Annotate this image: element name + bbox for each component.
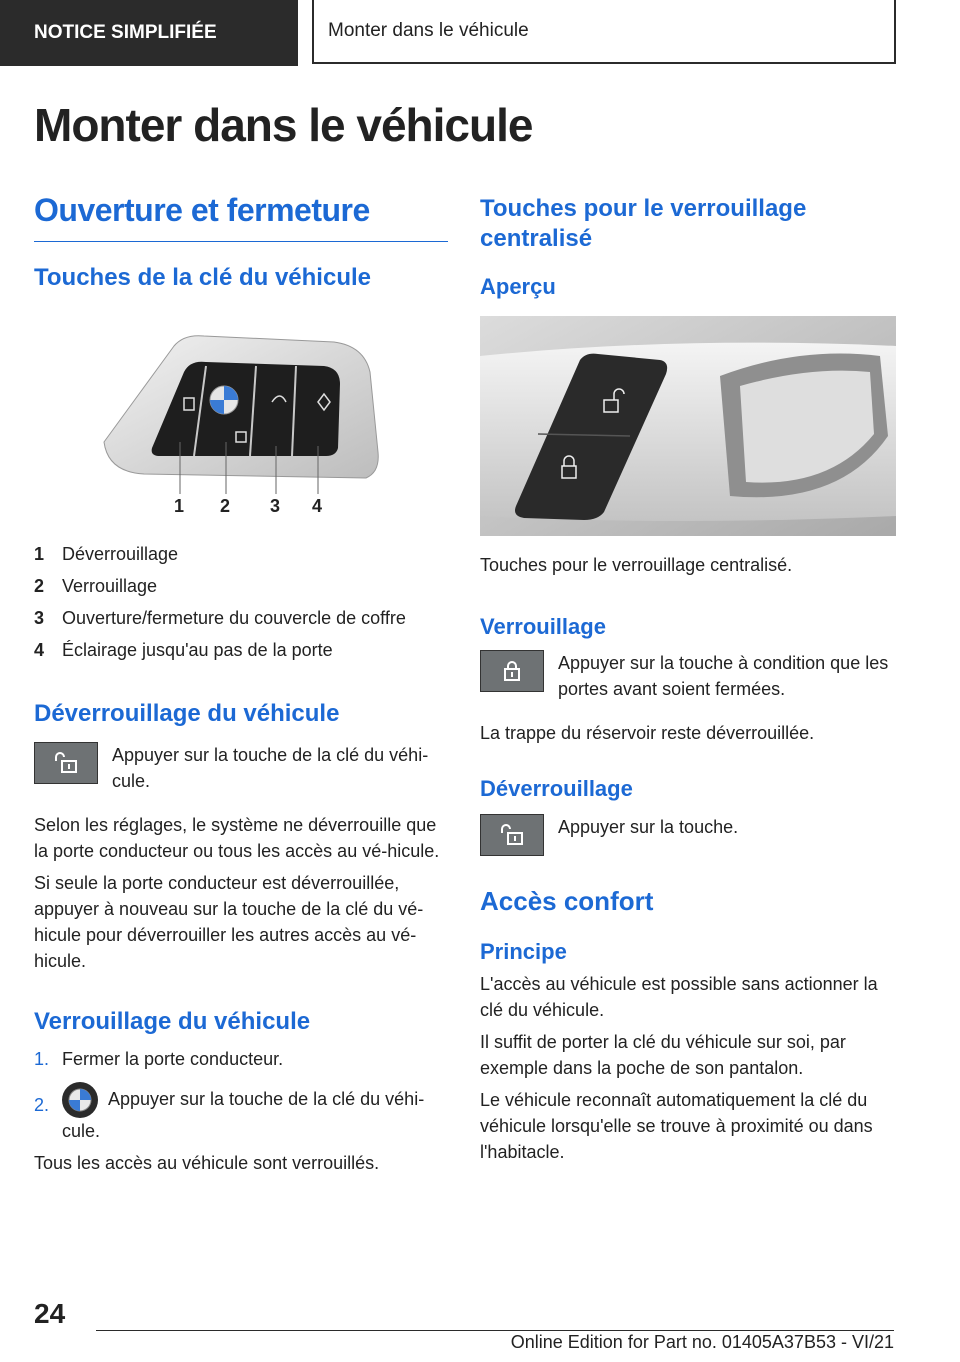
legend-text: Éclairage jusqu'au pas de la porte — [62, 640, 333, 660]
door-panel-illustration — [480, 316, 896, 536]
legend-text: Ouverture/fermeture du couvercle de coffre — [62, 608, 406, 628]
heading-unlocking: Déverrouillage — [480, 776, 633, 801]
heading-unlock: Déverrouillage du véhicule — [34, 700, 340, 727]
locking-paragraph: La trappe du réservoir reste déverrouillée. — [480, 723, 815, 743]
unlock-icon — [34, 742, 98, 784]
locking-instruction — [480, 650, 896, 702]
principle-paragraph-3: Le véhicule reconnaît automatiquement la clé du véhicule lorsqu'elle se trouve à proximité ou dans l'habitacle. — [480, 1090, 873, 1162]
bmw-logo-icon — [62, 1082, 98, 1118]
footer-rule — [96, 1330, 894, 1331]
callout-1: 1 — [174, 496, 185, 516]
unlock-inline-line1: Appuyer sur la touche de la clé du véhi- — [112, 745, 429, 765]
heading-locking: Verrouillage — [480, 614, 606, 639]
lock-result: Tous les accès au véhicule sont verrouillés. — [34, 1153, 380, 1173]
legend-item — [34, 602, 448, 634]
lock-icon — [480, 650, 544, 692]
legend-number: 3 — [34, 608, 45, 628]
lock-step — [34, 1046, 448, 1072]
page-title: Monter dans le véhicule — [34, 99, 533, 151]
unlock-paragraph-1: Selon les réglages, le système ne déverrouille que la porte conducteur ou tous les accès au vé-hicule. — [34, 815, 440, 861]
right-column — [480, 194, 896, 1165]
principle-paragraph-2: Il suffit de porter la clé du véhicule sur soi, par exemple dans la poche de son pantalon. — [480, 1032, 846, 1078]
key-figure — [34, 332, 448, 532]
section-tab — [0, 0, 298, 66]
unlocking-inline-text: Appuyer sur la touche. — [558, 817, 739, 837]
legend-text: Déverrouillage — [62, 544, 179, 564]
door-panel-figure — [480, 316, 896, 536]
chapter-tab — [312, 0, 896, 64]
legend-number: 2 — [34, 576, 45, 596]
legend-item — [34, 634, 448, 666]
heading-central-locking: Touches pour le verrouillage centralisé — [480, 195, 807, 252]
section-label: NOTICE SIMPLIFIÉE — [34, 22, 217, 43]
unlock-inline-line2: cule. — [112, 771, 151, 791]
legend-item — [34, 570, 448, 602]
step-text: Fermer la porte conducteur. — [62, 1049, 284, 1069]
heading-overview: Aperçu — [480, 274, 556, 299]
figure-caption: Touches pour le verrouillage centralisé. — [480, 555, 793, 575]
heading-comfort-access: Accès confort — [480, 886, 654, 916]
page-number: 24 — [34, 1298, 66, 1329]
step-text: Appuyer sur la touche de la clé du véhi-cule. — [62, 1088, 425, 1141]
left-column — [34, 192, 448, 1176]
step-number: 2. — [34, 1095, 50, 1115]
legend-text: Verrouillage — [62, 576, 158, 596]
locking-inline-text: Appuyer sur la touche à condition que les portes avant soient fermées. — [558, 653, 889, 699]
legend-number: 1 — [34, 544, 45, 564]
heading-principle: Principe — [480, 939, 567, 964]
key-fob-illustration — [34, 332, 448, 532]
lock-step — [34, 1082, 448, 1144]
legend-item — [34, 538, 448, 570]
heading-rule — [34, 241, 448, 242]
callout-2: 2 — [220, 496, 231, 516]
step-number: 1. — [34, 1049, 50, 1069]
unlock-icon — [480, 814, 544, 856]
unlock-instruction — [34, 742, 448, 794]
unlock-paragraph-2: Si seule la porte conducteur est déverrouillée, appuyer à nouveau sur la touche de la clé du vé-hicule pour déverrouiller les autres accès au vé-hicule. — [34, 873, 424, 971]
heading-open-close: Ouverture et fermeture — [34, 192, 370, 228]
legend-number: 4 — [34, 640, 45, 660]
unlocking-instruction — [480, 814, 896, 856]
principle-paragraph-1: L'accès au véhicule est possible sans actionner la clé du véhicule. — [480, 974, 878, 1020]
chapter-label: Monter dans le véhicule — [328, 20, 529, 41]
heading-key-buttons: Touches de la clé du véhicule — [34, 264, 371, 291]
edition-text: Online Edition for Part no. 01405A37B53 - VI/21 — [510, 1332, 894, 1352]
key-legend — [34, 538, 448, 666]
heading-lock: Verrouillage du véhicule — [34, 1008, 311, 1035]
callout-4: 4 — [312, 496, 323, 516]
callout-3: 3 — [270, 496, 281, 516]
